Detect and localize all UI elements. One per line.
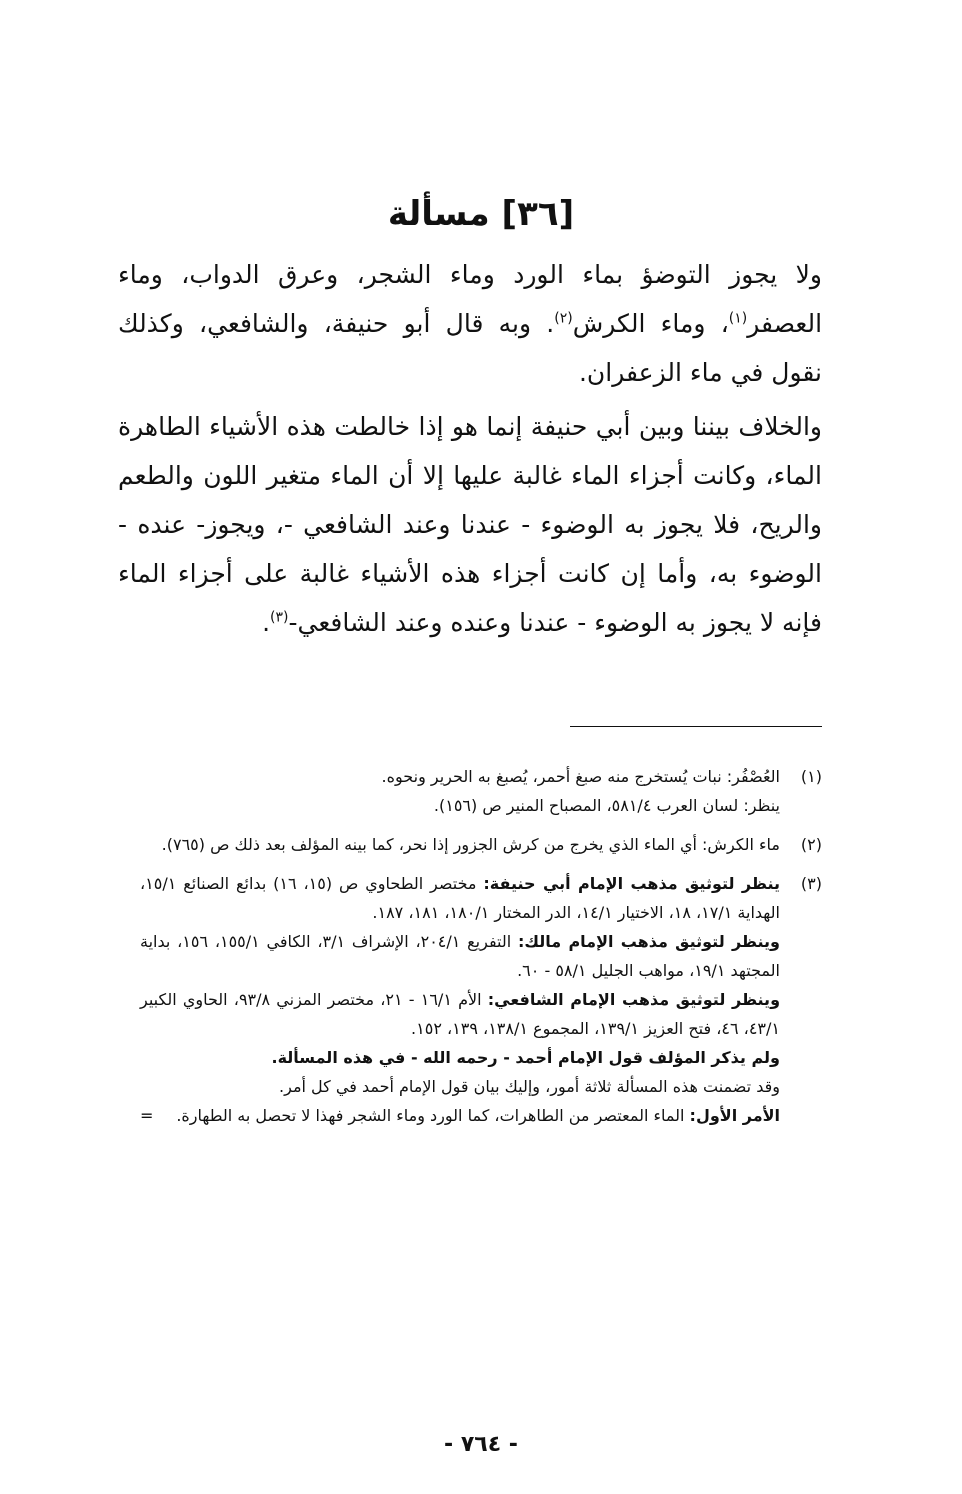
hanafi-heading: ينظر لتوثيق مذهب الإمام أبي حنيفة: <box>483 874 781 893</box>
footnote-separator <box>570 726 822 727</box>
continuation-mark: = <box>140 1106 154 1125</box>
footnote-ref-1[interactable]: (١) <box>728 310 748 327</box>
footnote-ref-3[interactable]: (٣) <box>270 609 289 626</box>
first-matter-heading: الأمر الأول: <box>689 1106 780 1125</box>
footnotes-section <box>140 762 822 1140</box>
footnote-1-line-1: العُصْفُر: نبات يُستخرج منه صبغ أحمر، يُصبغ به الحرير ونحوه. <box>381 767 780 786</box>
footnote-3-hanafi <box>140 869 780 927</box>
footnote-3-shafii <box>140 985 780 1043</box>
paragraph-2-part-a: والخلاف بيننا وبين أبي حنيفة إنما هو إذا خالطت هذه الأشياء الطاهرة الماء، وكانت أجزاء الماء غالبة عليها إلا أن الماء متغير اللون والطعم والريح، فلا يجوز به الوضوء - عندنا وعند الشافعي -، ويجوز- عنده - الوضوء به، وأما إن كانت أجزاء هذه الأشياء غالبة على أجزاء الماء فإنه لا يجوز به الوضوء - عندنا وعنده وعند الشافعي- <box>118 412 822 637</box>
footnote-1-number: (١) <box>800 767 822 786</box>
paragraph-1-part-a: ولا يجوز التوضؤ بماء الورد وماء الشجر، وعرق الدواب، وماء العصفر <box>118 260 823 338</box>
paragraph-1-part-b: ، وماء الكرش <box>572 309 729 338</box>
footnote-2 <box>140 830 822 859</box>
footnote-1 <box>140 762 822 820</box>
footnote-3-summary: وقد تضمنت هذه المسألة ثلاثة أمور، وإليك بيان قول الإمام أحمد في كل أمر. <box>279 1077 780 1096</box>
maliki-heading: وينظر لتوثيق مذهب الإمام مالك: <box>517 932 780 951</box>
footnote-3 <box>140 869 822 1130</box>
footnote-1-line-2: ينظر: لسان العرب ٥٨١/٤، المصباح المنير ص (١٥٦). <box>433 796 780 815</box>
footnote-3-number: (٣) <box>800 874 822 893</box>
footnote-3-maliki <box>140 927 780 985</box>
hanafi-sources: مختصر الطحاوي ص (١٥، ١٦) بدائع الصنائع ١٥/١، الهداية ١٧/١، ١٨، الاختيار ١٤/١، الدر المختار ١٨٠/١، ١٨١، ١٨٧. <box>140 874 780 922</box>
footnote-2-number: (٢) <box>800 835 822 854</box>
hanbali-note: ولم يذكر المؤلف قول الإمام أحمد - رحمه الله - في هذه المسألة. <box>271 1048 780 1067</box>
shafii-sources: الأم ١٦/١ - ٢١، مختصر المزني ٩٣/٨، الحاوي الكبير ٤٣/١، ٤٦، فتح العزيز ١٣٩/١، المجموع ١٣٨/١، ١٣٩، ١٥٢. <box>140 990 780 1038</box>
footnote-3-hanbali-note <box>140 1043 780 1072</box>
shafii-heading: وينظر لتوثيق مذهب الإمام الشافعي: <box>487 990 781 1009</box>
maliki-sources: التفريع ٢٠٤/١، الإشراف ٣/١، الكافي ١٥٥/١، ١٥٦، بداية المجتهد ١٩/١، مواهب الجليل ٥٨/١ - ٦٠. <box>140 932 780 980</box>
paragraph-1 <box>118 250 822 397</box>
footnote-ref-2[interactable]: (٢) <box>554 310 573 327</box>
footnote-2-line-1: ماء الكرش: أي الماء الذي يخرج من كرش الجزور إذا نحر، كما بينه المؤلف بعد ذلك ص (٧٦٥). <box>161 835 780 854</box>
paragraph-2-part-b: . <box>262 608 271 637</box>
footnote-3-first-matter <box>140 1101 780 1130</box>
paragraph-1-part-c: . وبه قال أبو حنيفة، والشافعي، وكذلك نقول في ماء الزعفران. <box>118 309 822 387</box>
page-number: - ٧٦٤ - <box>444 1432 518 1457</box>
paragraph-2 <box>118 402 822 647</box>
first-matter-text: الماء المعتصر من الطاهرات، كما الورد وماء الشجر فهذا لا تحصل به الطهارة. <box>176 1106 690 1125</box>
issue-title: [٣٦] مسألة <box>387 194 575 234</box>
